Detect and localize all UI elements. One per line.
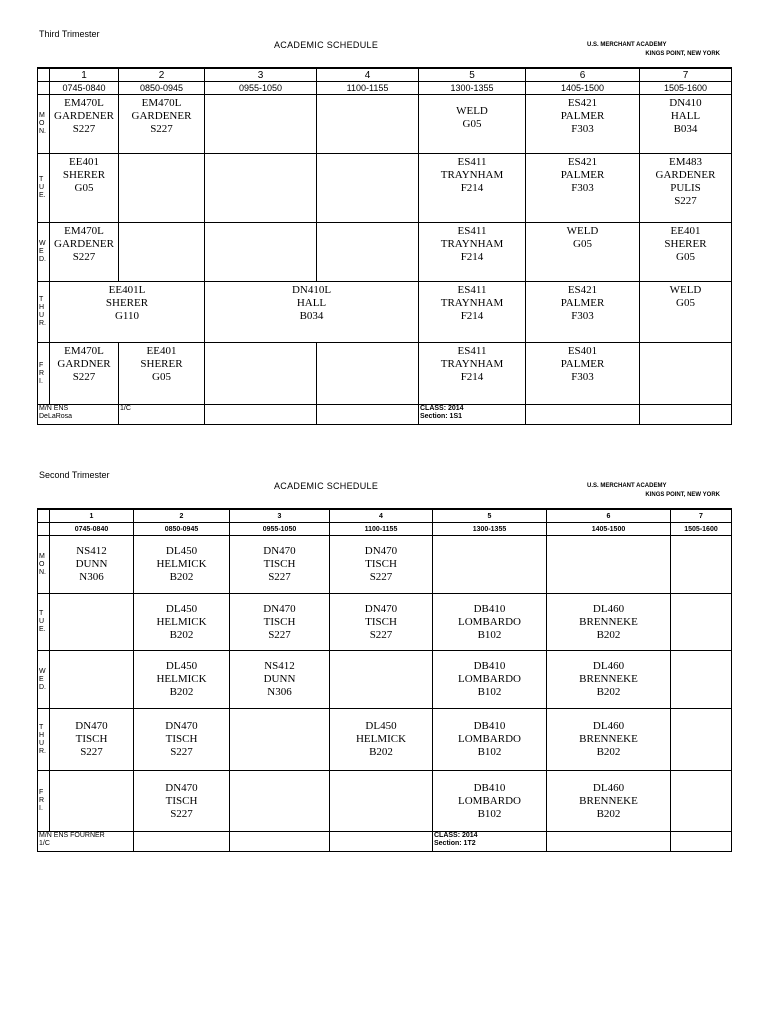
academy-name-line1: U.S. MERCHANT ACADEMY [587, 483, 667, 489]
class-cell: ES411 TRAYNHAM F214 [419, 223, 526, 282]
period-time: 0955-1050 [205, 82, 317, 95]
day-label: T U E. [38, 154, 50, 223]
class-cell [205, 343, 317, 405]
footer-blank [134, 832, 230, 852]
period-number: 3 [230, 509, 330, 523]
day-label: M O N. [38, 536, 50, 594]
class-cell: DN410 HALL B034 [640, 95, 732, 154]
period-number: 3 [205, 68, 317, 82]
period-number: 5 [419, 68, 526, 82]
day-label: T H U R. [38, 709, 50, 771]
day-label: T U E. [38, 594, 50, 651]
class-cell: DL450 HELMICK B202 [134, 594, 230, 651]
class-cell [330, 651, 433, 709]
period-number: 6 [547, 509, 671, 523]
class-cell [317, 343, 419, 405]
class-cell: NS412 DUNN N306 [50, 536, 134, 594]
class-cell [640, 343, 732, 405]
period-time: 1100-1155 [330, 523, 433, 536]
day-row-monday [38, 95, 732, 154]
class-section-label: CLASS: 2014 Section: 1S1 [419, 405, 526, 425]
period-number: 1 [50, 68, 119, 82]
class-cell: ES411 TRAYNHAM F214 [419, 343, 526, 405]
class-cell: DB410 LOMBARDO B102 [433, 771, 547, 832]
day-row-thursday [38, 709, 732, 771]
class-cell [671, 536, 732, 594]
schedule-title: ACADEMIC SCHEDULE [274, 40, 379, 50]
footer-row [38, 405, 732, 425]
class-cell [50, 594, 134, 651]
period-time: 1300-1355 [433, 523, 547, 536]
day-row-tuesday [38, 594, 732, 651]
day-label: F R I. [38, 343, 50, 405]
class-cell: DN470 TISCH S227 [230, 536, 330, 594]
footer-row [38, 832, 732, 852]
day-row-monday [38, 536, 732, 594]
class-cell: EM470L GARDENER S227 [119, 95, 205, 154]
period-number: 6 [526, 68, 640, 82]
class-cell: DL460 BRENNEKE B202 [547, 771, 671, 832]
class-cell: DL450 HELMICK B202 [330, 709, 433, 771]
day-label: F R I. [38, 771, 50, 832]
class-cell: ES411 TRAYNHAM F214 [419, 282, 526, 343]
class-cell [119, 154, 205, 223]
class-cell: EM470L GARDENER S227 [50, 95, 119, 154]
class-cell [671, 771, 732, 832]
corner-cell [38, 82, 50, 95]
schedule-table-second-trimester [37, 508, 732, 852]
academy-name [560, 482, 720, 500]
academy-name-line1: U.S. MERCHANT ACADEMY [587, 42, 667, 48]
class-cell [547, 536, 671, 594]
footer-blank [230, 832, 330, 852]
period-time: 0850-0945 [119, 82, 205, 95]
period-time: 1405-1500 [526, 82, 640, 95]
period-number: 4 [330, 509, 433, 523]
class-cell [205, 223, 317, 282]
corner-cell [38, 68, 50, 82]
class-cell: EE401 SHERER G05 [640, 223, 732, 282]
class-cell: DL460 BRENNEKE B202 [547, 594, 671, 651]
class-cell: WELD G05 [640, 282, 732, 343]
period-time: 0850-0945 [134, 523, 230, 536]
class-cell: EM470L GARDENER S227 [50, 223, 119, 282]
period-number: 2 [134, 509, 230, 523]
period-number: 7 [671, 509, 732, 523]
class-cell: DL460 BRENNEKE B202 [547, 709, 671, 771]
class-cell: EM470L GARDNER S227 [50, 343, 119, 405]
period-number: 4 [317, 68, 419, 82]
schedule-title: ACADEMIC SCHEDULE [274, 481, 379, 491]
footer-blank [671, 832, 732, 852]
period-header-row [38, 509, 732, 523]
day-row-tuesday [38, 154, 732, 223]
class-cell [671, 709, 732, 771]
schedule-table-third-trimester [37, 67, 732, 425]
class-cell: DN470 TISCH S227 [50, 709, 134, 771]
class-cell: DB410 LOMBARDO B102 [433, 709, 547, 771]
class-cell: DN470 TISCH S227 [134, 771, 230, 832]
footer-blank [330, 832, 433, 852]
period-number: 1 [50, 509, 134, 523]
class-cell: ES411 TRAYNHAM F214 [419, 154, 526, 223]
class-cell: ES421 PALMER F303 [526, 154, 640, 223]
corner-cell [38, 523, 50, 536]
class-cell: EE401 SHERER G05 [50, 154, 119, 223]
class-cell: DB410 LOMBARDO B102 [433, 651, 547, 709]
class-cell [230, 771, 330, 832]
day-label: T H U R. [38, 282, 50, 343]
trimester-label: Third Trimester [39, 29, 100, 39]
class-cell: ES401 PALMER F303 [526, 343, 640, 405]
class-cell: DN470 TISCH S227 [330, 594, 433, 651]
midshipman-name: M/N ENS DeLaRosa [38, 405, 119, 425]
class-cell: DB410 LOMBARDO B102 [433, 594, 547, 651]
period-time: 0745-0840 [50, 82, 119, 95]
class-cell: ES421 PALMER F303 [526, 282, 640, 343]
day-row-wednesday [38, 223, 732, 282]
academy-location: KINGS POINT, NEW YORK [645, 492, 720, 498]
period-time: 1300-1355 [419, 82, 526, 95]
class-cell [205, 95, 317, 154]
day-row-thursday [38, 282, 732, 343]
class-cell: DN470 TISCH S227 [330, 536, 433, 594]
class-cell: ES421 PALMER F303 [526, 95, 640, 154]
class-cell [50, 771, 134, 832]
footer-blank [317, 405, 419, 425]
class-cell [119, 223, 205, 282]
day-label: W E D. [38, 223, 50, 282]
period-number: 7 [640, 68, 732, 82]
class-cell [205, 154, 317, 223]
academy-name [560, 41, 720, 59]
academy-location: KINGS POINT, NEW YORK [645, 51, 720, 57]
class-cell: NS412 DUNN N306 [230, 651, 330, 709]
class-cell [230, 709, 330, 771]
period-time: 0745-0840 [50, 523, 134, 536]
period-time: 0955-1050 [230, 523, 330, 536]
footer-blank [526, 405, 640, 425]
class-cell: EE401L SHERER G110 [50, 282, 205, 343]
class-cell [317, 154, 419, 223]
period-time: 1505-1600 [640, 82, 732, 95]
class-cell [317, 223, 419, 282]
period-time-row [38, 523, 732, 536]
corner-cell [38, 509, 50, 523]
class-cell [433, 536, 547, 594]
class-cell: WELD G05 [419, 95, 526, 154]
day-label: W E D. [38, 651, 50, 709]
class-cell [317, 95, 419, 154]
class-cell: DN470 TISCH S227 [134, 709, 230, 771]
footer-blank [547, 832, 671, 852]
class-cell: DL450 HELMICK B202 [134, 651, 230, 709]
footer-blank [205, 405, 317, 425]
class-cell: EM483 GARDENER PULIS S227 [640, 154, 732, 223]
class-cell: DL460 BRENNEKE B202 [547, 651, 671, 709]
class-cell [330, 771, 433, 832]
period-time-row [38, 82, 732, 95]
period-time: 1505-1600 [671, 523, 732, 536]
day-label: M O N. [38, 95, 50, 154]
day-row-friday [38, 343, 732, 405]
class-year-label: 1/C [119, 405, 205, 425]
period-time: 1405-1500 [547, 523, 671, 536]
class-cell [671, 651, 732, 709]
class-cell: WELD G05 [526, 223, 640, 282]
footer-blank [640, 405, 732, 425]
period-time: 1100-1155 [317, 82, 419, 95]
day-row-friday [38, 771, 732, 832]
class-cell: DN410L HALL B034 [205, 282, 419, 343]
class-section-label: CLASS: 2014 Section: 1T2 [433, 832, 547, 852]
trimester-label: Second Trimester [39, 470, 110, 480]
midshipman-name: M/N ENS FOURNER 1/C [38, 832, 134, 852]
class-cell: EE401 SHERER G05 [119, 343, 205, 405]
class-cell [671, 594, 732, 651]
class-cell: DN470 TISCH S227 [230, 594, 330, 651]
class-cell: DL450 HELMICK B202 [134, 536, 230, 594]
period-number: 2 [119, 68, 205, 82]
period-number: 5 [433, 509, 547, 523]
class-cell [50, 651, 134, 709]
day-row-wednesday [38, 651, 732, 709]
period-header-row [38, 68, 732, 82]
